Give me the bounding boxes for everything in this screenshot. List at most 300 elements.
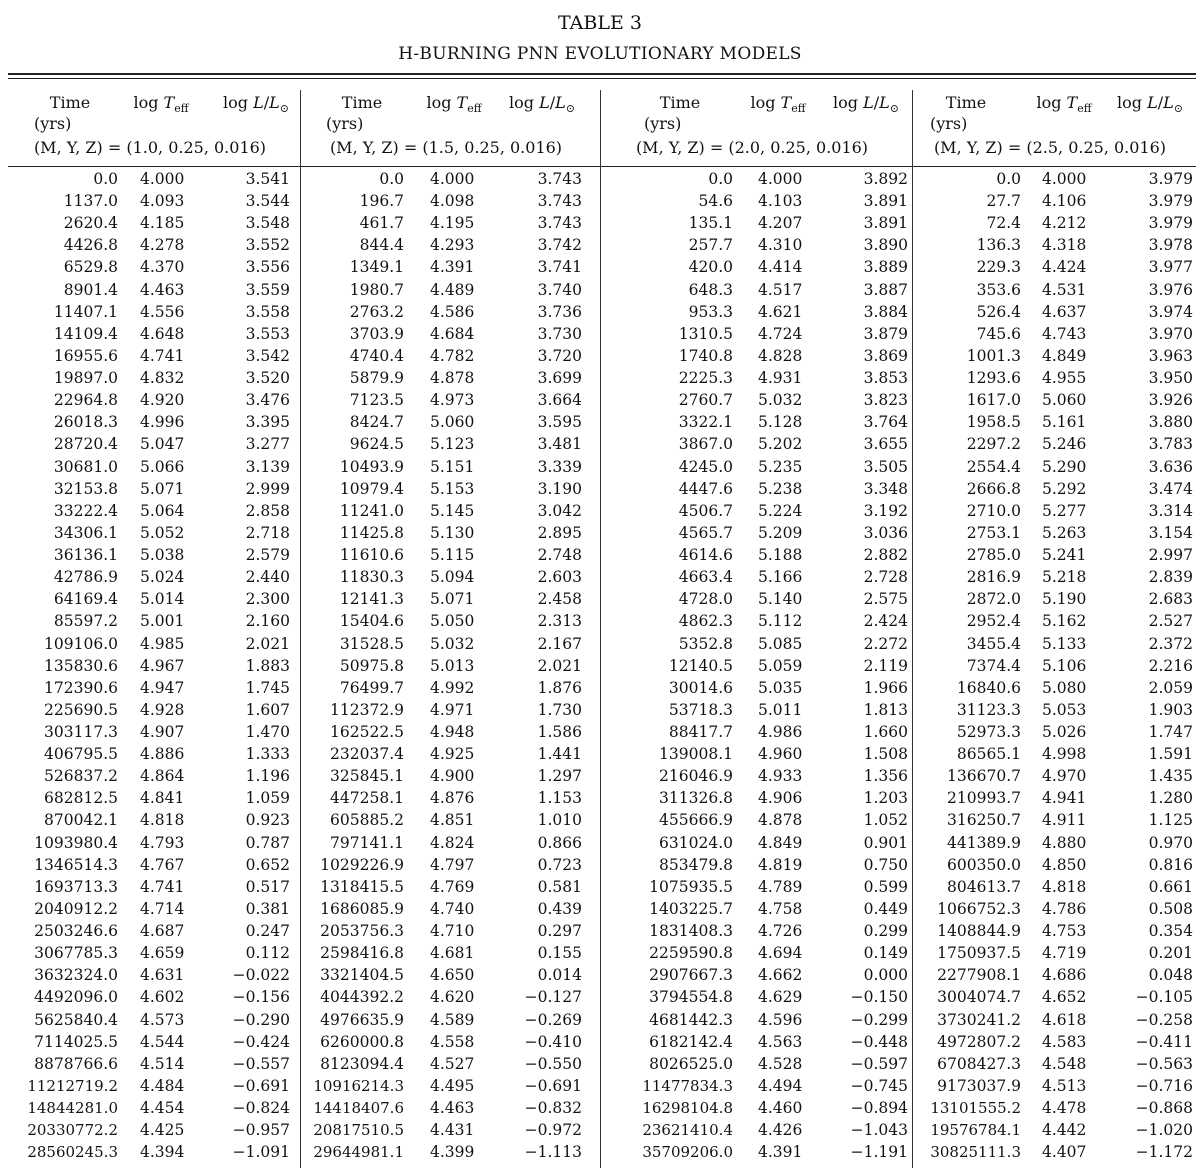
log-teff-cell: 5.209 <box>758 523 803 542</box>
log-lum-cell: 3.395 <box>245 413 290 432</box>
log-lum-cell: −0.127 <box>524 988 582 1007</box>
time-cell: 1137.0 <box>63 192 118 211</box>
log-lum-cell: 3.884 <box>863 302 908 321</box>
log-lum-cell: 1.356 <box>863 767 908 786</box>
log-teff-cell: 5.032 <box>430 634 475 653</box>
model-parameters: (M, Y, Z) = (2.5, 0.25, 0.016) <box>933 138 1167 157</box>
log-lum-cell: 1.966 <box>863 678 908 697</box>
time-cell: 11830.3 <box>339 568 404 587</box>
time-cell: 1093980.4 <box>34 833 118 852</box>
time-cell: 2620.4 <box>63 214 118 233</box>
log-lum-cell: 3.736 <box>537 302 582 321</box>
log-lum-cell: 3.542 <box>245 346 290 365</box>
log-teff-cell: 4.797 <box>430 855 475 874</box>
log-teff-cell: 5.238 <box>758 479 803 498</box>
time-cell: 196.7 <box>359 192 404 211</box>
log-teff-cell: 4.460 <box>758 1099 803 1118</box>
time-cell: 50975.8 <box>339 656 404 675</box>
log-teff-cell: 4.931 <box>758 369 803 388</box>
log-teff-cell: 5.190 <box>1042 590 1087 609</box>
log-teff-cell: 5.292 <box>1042 479 1087 498</box>
log-lum-cell: 3.853 <box>863 369 908 388</box>
time-cell: 14109.4 <box>53 324 118 343</box>
time-cell: 3730241.2 <box>937 1010 1021 1029</box>
log-teff-cell: 4.818 <box>1042 877 1087 896</box>
log-teff-cell: 4.948 <box>430 723 475 741</box>
time-cell: 72.4 <box>986 214 1021 233</box>
log-lum-cell: 3.730 <box>537 324 582 343</box>
log-lum-cell: 2.119 <box>863 656 908 675</box>
log-lum-cell: −0.894 <box>850 1099 908 1118</box>
time-cell: 2277908.1 <box>937 966 1021 985</box>
teff-header <box>414 92 494 119</box>
log-lum-cell: 3.541 <box>245 170 290 188</box>
time-cell: 844.4 <box>359 236 404 255</box>
time-cell: 605885.2 <box>330 811 404 830</box>
time-cell: 406795.5 <box>44 745 118 764</box>
luminosity-header <box>1105 92 1195 119</box>
time-cell: 36136.1 <box>53 546 118 565</box>
time-cell: 4506.7 <box>678 501 733 520</box>
log-teff-cell: 4.818 <box>140 811 185 830</box>
time-cell: 53718.3 <box>668 700 733 719</box>
time-cell: 28720.4 <box>53 435 118 454</box>
log-teff-cell: 5.235 <box>758 457 803 476</box>
log-teff-cell: 5.014 <box>140 590 185 609</box>
time-cell: 1075935.5 <box>649 877 733 896</box>
log-teff-cell: 4.513 <box>1042 1076 1087 1095</box>
log-teff-cell: 4.960 <box>758 745 803 764</box>
log-teff-cell: 4.724 <box>758 324 803 343</box>
log-lum-cell: 1.470 <box>245 723 290 741</box>
time-cell: 682812.5 <box>44 789 118 808</box>
log-teff-cell: 5.050 <box>430 612 475 631</box>
time-cell: 526837.2 <box>44 767 118 786</box>
log-lum-cell: 0.787 <box>245 833 290 852</box>
log-lum-cell: −0.448 <box>850 1032 908 1051</box>
sun-subscript: ⊙ <box>1173 102 1183 116</box>
time-cell: 316250.7 <box>947 811 1021 830</box>
log-lum-cell: 3.190 <box>537 479 582 498</box>
log-teff-cell: 4.548 <box>1042 1054 1087 1073</box>
log-teff-cell: 5.059 <box>758 656 803 675</box>
time-cell: 447258.1 <box>330 789 404 808</box>
log-teff-cell: 5.277 <box>1042 501 1087 520</box>
log-lum-cell: −0.258 <box>1135 1010 1193 1029</box>
time-cell: 135830.6 <box>44 656 118 675</box>
time-cell: 11425.8 <box>339 523 404 542</box>
log-lum-cell: 0.517 <box>245 877 290 896</box>
time-cell: 4862.3 <box>678 612 733 631</box>
time-cell: 30014.6 <box>668 678 733 697</box>
log-lum-cell: 2.167 <box>537 634 582 653</box>
time-cell: 6260000.8 <box>320 1032 404 1051</box>
time-cell: 2763.2 <box>349 302 404 321</box>
model-parameters: (M, Y, Z) = (1.0, 0.25, 0.016) <box>33 138 267 157</box>
log-lum-cell: −0.105 <box>1135 988 1193 1007</box>
time-cell: 172390.6 <box>44 678 118 697</box>
teff-label: log T <box>426 93 468 112</box>
log-lum-cell: 1.660 <box>863 723 908 741</box>
time-cell: 853479.8 <box>659 855 733 874</box>
log-lum-cell: 3.979 <box>1148 214 1193 233</box>
log-lum-cell: 1.591 <box>1148 745 1193 764</box>
time-cell: 1686085.9 <box>320 899 404 918</box>
time-cell: 12141.3 <box>339 590 404 609</box>
time-cell: 4426.8 <box>63 236 118 255</box>
log-teff-cell: 4.878 <box>430 369 475 388</box>
log-lum-cell: 0.923 <box>245 811 290 830</box>
log-teff-cell: 4.758 <box>758 899 803 918</box>
data-table <box>8 80 1196 1170</box>
log-lum-cell: 3.481 <box>537 435 582 454</box>
log-lum-cell: 2.579 <box>245 546 290 565</box>
time-cell: 30825111.3 <box>930 1143 1021 1162</box>
lum-label: log L/L <box>833 93 890 112</box>
log-teff-cell: 4.933 <box>758 767 803 786</box>
log-teff-cell: 4.769 <box>430 877 475 896</box>
log-teff-cell: 4.589 <box>430 1010 475 1029</box>
log-lum-cell: 3.474 <box>1148 479 1193 498</box>
log-teff-cell: 4.391 <box>430 258 475 277</box>
log-lum-cell: 3.979 <box>1148 192 1193 211</box>
top-rule-thin <box>8 78 1196 79</box>
time-cell: 109106.0 <box>44 634 118 653</box>
log-teff-cell: 4.684 <box>430 324 475 343</box>
log-lum-cell: −0.557 <box>232 1054 290 1073</box>
log-lum-cell: 2.021 <box>537 656 582 675</box>
time-cell: 15404.6 <box>339 612 404 631</box>
log-lum-cell: 2.683 <box>1148 590 1193 609</box>
time-cell: 1958.5 <box>966 413 1021 432</box>
log-teff-cell: 4.528 <box>758 1054 803 1073</box>
log-lum-cell: 2.372 <box>1148 634 1193 653</box>
log-teff-cell: 4.391 <box>758 1143 803 1162</box>
time-cell: 4972807.2 <box>937 1032 1021 1051</box>
log-lum-cell: 3.655 <box>863 435 908 454</box>
time-cell: 54.6 <box>698 192 733 211</box>
time-cell: 16840.6 <box>956 678 1021 697</box>
log-teff-cell: 4.996 <box>140 413 185 432</box>
log-teff-cell: 4.686 <box>1042 966 1087 985</box>
log-lum-cell: 3.548 <box>245 214 290 233</box>
log-teff-cell: 5.133 <box>1042 634 1087 653</box>
log-lum-cell: 1.586 <box>537 723 582 741</box>
time-cell: 4492096.0 <box>34 988 118 1007</box>
time-cell: 4447.6 <box>678 479 733 498</box>
log-lum-cell: 2.216 <box>1148 656 1193 675</box>
log-teff-cell: 5.053 <box>1042 700 1087 719</box>
sun-subscript: ⊙ <box>889 102 899 116</box>
log-lum-cell: 0.652 <box>245 855 290 874</box>
log-lum-cell: 0.155 <box>537 944 582 963</box>
log-teff-cell: 4.394 <box>140 1143 185 1162</box>
log-lum-cell: 1.441 <box>537 745 582 764</box>
log-lum-cell: 1.280 <box>1148 789 1193 808</box>
log-lum-cell: −0.156 <box>232 988 290 1007</box>
log-lum-cell: 3.277 <box>245 435 290 454</box>
model-block-2 <box>300 80 600 1165</box>
log-lum-cell: 2.160 <box>245 612 290 631</box>
teff-subscript: eff <box>174 102 189 116</box>
log-lum-cell: 2.895 <box>537 523 582 542</box>
time-cell: 64169.4 <box>53 590 118 609</box>
log-lum-cell: 1.297 <box>537 767 582 786</box>
log-teff-cell: 4.514 <box>140 1054 185 1073</box>
log-teff-cell: 4.484 <box>140 1076 185 1095</box>
time-label: Time <box>659 93 701 112</box>
log-teff-cell: 4.824 <box>430 833 475 852</box>
luminosity-header <box>211 92 301 119</box>
log-lum-cell: 1.435 <box>1148 767 1193 786</box>
log-teff-cell: 4.662 <box>758 966 803 985</box>
log-lum-cell: 3.036 <box>863 523 908 542</box>
log-lum-cell: 0.439 <box>537 899 582 918</box>
time-cell: 1740.8 <box>678 346 733 365</box>
time-cell: 1980.7 <box>349 280 404 299</box>
log-lum-cell: 3.977 <box>1148 258 1193 277</box>
log-teff-cell: 4.602 <box>140 988 185 1007</box>
log-lum-cell: 3.783 <box>1148 435 1193 454</box>
log-teff-cell: 5.140 <box>758 590 803 609</box>
log-lum-cell: −0.299 <box>850 1010 908 1029</box>
log-lum-cell: 3.892 <box>863 170 908 188</box>
teff-header <box>1024 92 1104 119</box>
log-teff-cell: 4.000 <box>430 170 475 188</box>
log-lum-cell: 3.348 <box>863 479 908 498</box>
time-cell: 8026525.0 <box>649 1054 733 1073</box>
log-lum-cell: 3.891 <box>863 192 908 211</box>
time-cell: 52973.3 <box>956 723 1021 741</box>
log-teff-cell: 5.035 <box>758 678 803 697</box>
log-lum-cell: 3.192 <box>863 501 908 520</box>
log-teff-cell: 4.000 <box>140 170 185 188</box>
log-lum-cell: −0.411 <box>1135 1032 1193 1051</box>
log-lum-cell: 3.978 <box>1148 236 1193 255</box>
log-teff-cell: 4.586 <box>430 302 475 321</box>
log-teff-cell: 4.310 <box>758 236 803 255</box>
log-lum-cell: 3.139 <box>245 457 290 476</box>
log-teff-cell: 4.928 <box>140 700 185 719</box>
time-cell: 2040912.2 <box>34 899 118 918</box>
time-cell: 22964.8 <box>53 391 118 410</box>
log-teff-cell: 4.212 <box>1042 214 1087 233</box>
log-lum-cell: 1.730 <box>537 700 582 719</box>
log-lum-cell: 2.440 <box>245 568 290 587</box>
time-cell: 2907667.3 <box>649 966 733 985</box>
log-teff-cell: 4.850 <box>1042 855 1087 874</box>
log-teff-cell: 4.973 <box>430 391 475 410</box>
log-lum-cell: 1.153 <box>537 789 582 808</box>
log-lum-cell: 3.970 <box>1148 324 1193 343</box>
log-teff-cell: 4.920 <box>140 391 185 410</box>
log-teff-cell: 4.992 <box>430 678 475 697</box>
time-cell: 4740.4 <box>349 346 404 365</box>
log-lum-cell: 0.201 <box>1148 944 1193 963</box>
log-teff-cell: 4.650 <box>430 966 475 985</box>
log-lum-cell: 0.048 <box>1148 966 1193 985</box>
time-cell: 136670.7 <box>947 767 1021 786</box>
log-lum-cell: 3.879 <box>863 324 908 343</box>
log-teff-cell: 5.013 <box>430 656 475 675</box>
log-teff-cell: 4.544 <box>140 1032 185 1051</box>
time-cell: 9624.5 <box>349 435 404 454</box>
time-header <box>926 92 1006 134</box>
log-teff-cell: 5.071 <box>140 479 185 498</box>
log-teff-cell: 4.442 <box>1042 1121 1087 1140</box>
log-lum-cell: 3.556 <box>245 258 290 277</box>
log-lum-cell: 0.112 <box>245 944 290 963</box>
time-cell: 2053756.3 <box>320 922 404 941</box>
log-teff-cell: 4.789 <box>758 877 803 896</box>
time-cell: 1029226.9 <box>320 855 404 874</box>
log-lum-cell: 2.575 <box>863 590 908 609</box>
log-lum-cell: 3.559 <box>245 280 290 299</box>
log-teff-cell: 4.886 <box>140 745 185 764</box>
log-lum-cell: 0.299 <box>863 922 908 941</box>
log-teff-cell: 5.188 <box>758 546 803 565</box>
lum-label: log L/L <box>1117 93 1174 112</box>
time-cell: 3455.4 <box>966 634 1021 653</box>
time-cell: 2666.8 <box>966 479 1021 498</box>
log-lum-cell: −0.972 <box>524 1121 582 1140</box>
log-teff-cell: 4.185 <box>140 214 185 233</box>
time-cell: 88417.7 <box>668 723 733 741</box>
log-teff-cell: 4.970 <box>1042 767 1087 786</box>
time-cell: 8123094.4 <box>320 1054 404 1073</box>
teff-label: log T <box>750 93 792 112</box>
time-cell: 0.0 <box>93 170 118 188</box>
model-block-4 <box>912 80 1196 1165</box>
log-teff-cell: 5.128 <box>758 413 803 432</box>
log-lum-cell: 1.125 <box>1148 811 1193 830</box>
log-lum-cell: −0.716 <box>1135 1076 1193 1095</box>
log-lum-cell: 3.742 <box>537 236 582 255</box>
time-header <box>30 92 110 134</box>
log-teff-cell: 5.060 <box>430 413 475 432</box>
time-cell: 8878766.6 <box>34 1054 118 1073</box>
time-cell: 29644981.1 <box>313 1143 404 1162</box>
log-teff-cell: 4.454 <box>140 1099 185 1118</box>
log-teff-cell: 5.202 <box>758 435 803 454</box>
time-cell: 139008.1 <box>659 745 733 764</box>
log-lum-cell: 1.883 <box>245 656 290 675</box>
log-teff-cell: 4.414 <box>758 258 803 277</box>
log-teff-cell: 5.032 <box>758 391 803 410</box>
time-cell: 8901.4 <box>63 280 118 299</box>
time-cell: 5352.8 <box>678 634 733 653</box>
log-teff-cell: 4.207 <box>758 214 803 233</box>
time-cell: 23621410.4 <box>642 1121 733 1140</box>
time-cell: 16955.6 <box>53 346 118 365</box>
log-teff-cell: 4.786 <box>1042 899 1087 918</box>
time-cell: 2872.0 <box>966 590 1021 609</box>
log-lum-cell: 0.970 <box>1148 833 1193 852</box>
log-teff-cell: 4.293 <box>430 236 475 255</box>
teff-subscript: eff <box>791 102 806 116</box>
log-lum-cell: 1.607 <box>245 700 290 719</box>
log-lum-cell: 3.963 <box>1148 346 1193 365</box>
teff-subscript: eff <box>467 102 482 116</box>
time-cell: 3321404.5 <box>320 966 404 985</box>
time-cell: 34306.1 <box>53 523 118 542</box>
time-cell: 6182142.4 <box>649 1032 733 1051</box>
log-teff-cell: 4.828 <box>758 346 803 365</box>
time-cell: 0.0 <box>379 170 404 188</box>
log-teff-cell: 4.925 <box>430 745 475 764</box>
log-lum-cell: −1.020 <box>1135 1121 1193 1140</box>
time-cell: 16298104.8 <box>642 1099 733 1118</box>
log-teff-cell: 4.463 <box>140 280 185 299</box>
log-lum-cell: −1.043 <box>850 1121 908 1140</box>
time-cell: 20330772.2 <box>27 1121 118 1140</box>
time-cell: 136.3 <box>976 236 1021 255</box>
log-teff-cell: 5.047 <box>140 435 185 454</box>
time-cell: 210993.7 <box>947 789 1021 808</box>
log-lum-cell: −0.022 <box>232 966 290 985</box>
log-teff-cell: 4.093 <box>140 192 185 211</box>
log-lum-cell: −0.691 <box>232 1076 290 1095</box>
log-teff-cell: 4.563 <box>758 1032 803 1051</box>
log-teff-cell: 5.080 <box>1042 678 1087 697</box>
time-cell: 11610.6 <box>339 546 404 565</box>
log-teff-cell: 5.224 <box>758 501 803 520</box>
time-cell: 0.0 <box>708 170 733 188</box>
log-teff-cell: 4.793 <box>140 833 185 852</box>
log-teff-cell: 4.911 <box>1042 811 1087 830</box>
table-title: TABLE 3 <box>558 12 642 34</box>
teff-header <box>738 92 818 119</box>
log-teff-cell: 4.726 <box>758 922 803 941</box>
time-cell: 3632324.0 <box>34 966 118 985</box>
log-teff-cell: 5.085 <box>758 634 803 653</box>
time-cell: 19897.0 <box>53 369 118 388</box>
time-cell: 3004074.7 <box>937 988 1021 1007</box>
log-lum-cell: 3.520 <box>245 369 290 388</box>
log-teff-cell: 4.558 <box>430 1032 475 1051</box>
log-lum-cell: 0.581 <box>537 877 582 896</box>
time-cell: 257.7 <box>688 236 733 255</box>
time-cell: 4044392.2 <box>320 988 404 1007</box>
log-teff-cell: 5.145 <box>430 501 475 520</box>
time-cell: 4245.0 <box>678 457 733 476</box>
log-teff-cell: 4.195 <box>430 214 475 233</box>
log-teff-cell: 5.115 <box>430 546 475 565</box>
time-cell: 4565.7 <box>678 523 733 542</box>
log-lum-cell: −0.563 <box>1135 1054 1193 1073</box>
time-cell: 2760.7 <box>678 391 733 410</box>
table-subtitle: H-BURNING PNN EVOLUTIONARY MODELS <box>398 44 802 64</box>
log-teff-cell: 4.621 <box>758 302 803 321</box>
log-teff-cell: 5.112 <box>758 612 803 631</box>
log-teff-cell: 4.618 <box>1042 1010 1087 1029</box>
time-cell: 1403225.7 <box>649 899 733 918</box>
log-teff-cell: 4.880 <box>1042 833 1087 852</box>
log-teff-cell: 4.596 <box>758 1010 803 1029</box>
log-teff-cell: 4.710 <box>430 922 475 941</box>
time-cell: 2225.3 <box>678 369 733 388</box>
log-lum-cell: 3.552 <box>245 236 290 255</box>
log-teff-cell: 4.629 <box>758 988 803 1007</box>
time-cell: 2503246.6 <box>34 922 118 941</box>
time-cell: 526.4 <box>976 302 1021 321</box>
log-lum-cell: 2.059 <box>1148 678 1193 697</box>
time-cell: 14844281.0 <box>27 1099 118 1118</box>
log-teff-cell: 4.583 <box>1042 1032 1087 1051</box>
time-cell: 3794554.8 <box>649 988 733 1007</box>
log-lum-cell: 3.890 <box>863 236 908 255</box>
log-lum-cell: 3.743 <box>537 192 582 211</box>
